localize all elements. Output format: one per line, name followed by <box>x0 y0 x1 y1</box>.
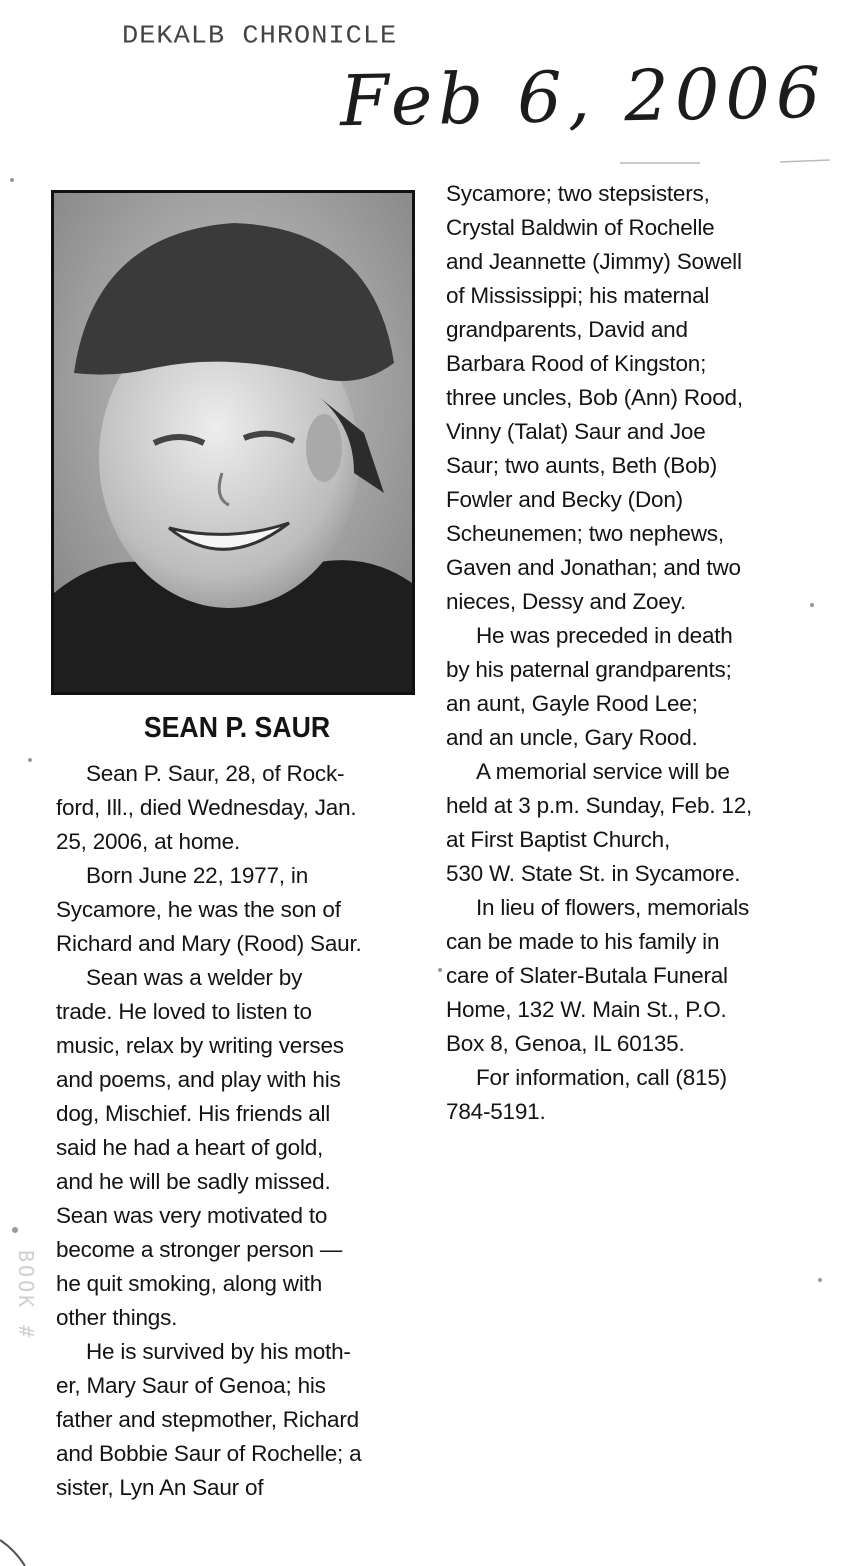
margin-stamp: BOOK # <box>14 1250 38 1341</box>
obituary-headline: SEAN P. SAUR <box>143 712 331 744</box>
obituary-column-1 <box>56 757 436 1505</box>
portrait-photo-icon <box>54 193 412 692</box>
paragraph: He is survived by his moth- er, Mary Saur of Genoa; his father and stepmother, Richard and Bobbie Saur of Rochelle; a sister, Lyn An Saur of <box>56 1339 362 1500</box>
portrait-photo <box>51 190 415 695</box>
obituary-column-2 <box>446 177 826 1129</box>
paragraph: A memorial service will be held at 3 p.m. Sunday, Feb. 12, at First Baptist Church, 530 W. State St. in Sycamore. <box>446 759 753 886</box>
paragraph-continued: Sycamore; two stepsisters, Crystal Baldwin of Rochelle and Jeannette (Jimmy) Sowell of Mississippi; his maternal grandparents, David and Barbara Rood of Kingston; three uncles, Bob (Ann) Rood, Vinny (Talat) Saur and Joe Saur; two aunts, Beth (Bob) Fowler and Becky (Don) Scheunemen; two nephews, Gaven and Jonathan; and two nieces, Dessy and Zoey. <box>446 181 743 614</box>
handwritten-date: Feb 6, 2006 <box>339 51 828 143</box>
paragraph: Sean P. Saur, 28, of Rock- ford, Ill., died Wednesday, Jan. 25, 2006, at home. <box>56 761 357 854</box>
paragraph: In lieu of flowers, memorials can be made to his family in care of Slater-Butala Funeral Home, 132 W. Main St., P.O. Box 8, Genoa, IL 60135. <box>446 895 750 1056</box>
paragraph: Born June 22, 1977, in Sycamore, he was the son of Richard and Mary (Rood) Saur. <box>56 863 362 956</box>
paragraph: Sean was a welder by trade. He loved to listen to music, relax by writing verses and poems, and play with his dog, Mischief. His friends all said he had a heart of gold, and he will be sadly missed. Sean was very motivated to become a stronger person — he quit smoking, along with other things. <box>56 965 344 1330</box>
paragraph: He was preceded in death by his paternal grandparents; an aunt, Gayle Rood Lee; and an uncle, Gary Rood. <box>446 623 733 750</box>
paragraph: For information, call (815) 784-5191. <box>446 1065 727 1124</box>
newspaper-masthead: DEKALB CHRONICLE <box>122 22 398 52</box>
